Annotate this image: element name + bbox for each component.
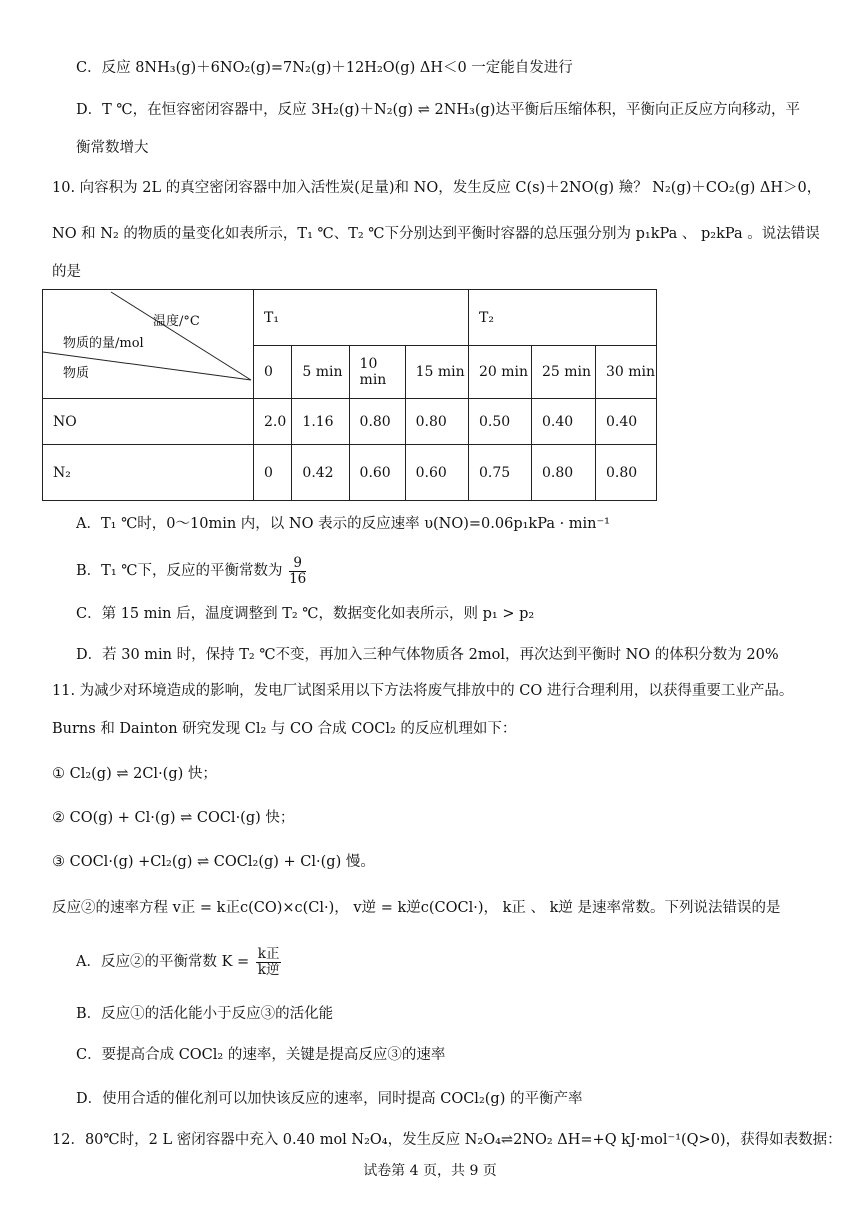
- table-cell: 2.0: [254, 399, 292, 445]
- table-cell: 0.80: [405, 399, 468, 445]
- q11-option-a-text: A．反应②的平衡常数 K =: [76, 954, 250, 970]
- table-cell: 0: [254, 445, 292, 501]
- q10-option-b-text: B．T₁ ℃下，反应的平衡常数为: [76, 563, 283, 579]
- row-label: NO: [43, 399, 254, 445]
- fraction: [256, 947, 282, 978]
- table-cell: 0.60: [349, 445, 405, 501]
- table-cell: 0.40: [596, 399, 657, 445]
- q11-step-2: ② CO(g) + Cl·(g) ⇌ COCl·(g) 快；: [52, 810, 295, 826]
- diag-label-amount: 物质的量/mol: [63, 336, 144, 351]
- header-t1: T₁: [254, 290, 469, 346]
- q10-option-a: A．T₁ ℃时，0～10min 内，以 NO 表示的反应速率 υ(NO)=0.06p₁kPa · min⁻¹: [76, 516, 610, 532]
- q10-stem-line3: 的是: [52, 264, 81, 280]
- q11-step-3: ③ COCl·(g) +Cl₂(g) ⇌ COCl₂(g) + Cl·(g) 慢。: [52, 854, 375, 870]
- table-row-n2: [43, 445, 657, 501]
- q12-stem: 12．80℃时，2 L 密闭容器中充入 0.40 mol N₂O₄，发生反应 N₂O₄⇌2NO₂ ΔH=+Q kJ·mol⁻¹(Q>0)，获得如表数据：: [52, 1132, 842, 1148]
- q11-option-a: [76, 942, 283, 982]
- diag-label-substance: 物质: [63, 366, 90, 381]
- table-cell: 0.80: [349, 399, 405, 445]
- q11-option-c: C．要提高合成 COCl₂ 的速率，关键是提高反应③的速率: [76, 1047, 446, 1063]
- table-cell: 0.50: [469, 399, 532, 445]
- q9-option-c: C．反应 8NH₃(g)＋6NO₂(g)=7N₂(g)＋12H₂O(g) ΔH＜0 一定能自发进行: [76, 60, 573, 76]
- time-cell: 25 min: [532, 346, 596, 399]
- table-cell: 0.80: [532, 445, 596, 501]
- time-cell: 0: [254, 346, 292, 399]
- table-cell: 0.80: [596, 445, 657, 501]
- page-footer: 试卷第 4 页，共 9 页: [363, 1163, 497, 1179]
- table-cell: 0.40: [532, 399, 596, 445]
- time-cell: 20 min: [469, 346, 532, 399]
- header-t2: T₂: [469, 290, 657, 346]
- q11-option-d: D．使用合适的催化剂可以加快该反应的速率，同时提高 COCl₂(g) 的平衡产率: [76, 1091, 583, 1107]
- q10-stem-line1: 10. 向容积为 2L 的真空密闭容器中加入活性炭(足量)和 NO，发生反应 C(s)＋2NO(g) 羷？ N₂(g)＋CO₂(g) ΔH＞0，: [52, 180, 822, 196]
- fraction-denominator: k逆: [257, 961, 280, 978]
- q10-option-c: C．第 15 min 后，温度调整到 T₂ ℃，数据变化如表所示，则 p₁ > p₂: [76, 606, 535, 622]
- q11-option-b: B．反应①的活化能小于反应③的活化能: [76, 1006, 334, 1022]
- q11-stem-line1: 11. 为减少对环境造成的影响，发电厂试图采用以下方法将废气排放中的 CO 进行合理利用，以获得重要工业产品。: [52, 683, 794, 699]
- q10-data-table: [42, 289, 657, 501]
- table-row-no: [43, 399, 657, 445]
- q10-stem-line2: NO 和 N₂ 的物质的量变化如表所示，T₁ ℃、T₂ ℃下分别达到平衡时容器的总压强分别为 p₁kPa 、 p₂kPa 。说法错误: [52, 226, 820, 242]
- table-cell: 1.16: [292, 399, 349, 445]
- time-cell: 15 min: [405, 346, 468, 399]
- fraction-numerator: 9: [289, 556, 306, 572]
- q9-option-d-line1: D．T ℃，在恒容密闭容器中，反应 3H₂(g)＋N₂(g) ⇌ 2NH₃(g)达平衡后压缩体积，平衡向正反应方向移动，平: [76, 102, 800, 118]
- q11-stem-line2: Burns 和 Dainton 研究发现 Cl₂ 与 CO 合成 COCl₂ 的反应机理如下：: [52, 721, 517, 737]
- diag-label-temp: 温度/°C: [153, 314, 200, 329]
- q10-option-b: [76, 551, 308, 591]
- q11-rate-equation: 反应②的速率方程 v正 = k正c(CO)×c(Cl·)， v逆 = k逆c(COCl·)， k正 、 k逆 是速率常数。下列说法错误的是: [52, 900, 781, 916]
- q10-option-d: D．若 30 min 时，保持 T₂ ℃不变，再加入三种气体物质各 2mol，再次达到平衡时 NO 的体积分数为 20%: [76, 647, 779, 663]
- table-diagonal-header: [43, 290, 254, 399]
- time-cell: 30 min: [596, 346, 657, 399]
- q11-step-1: ① Cl₂(g) ⇌ 2Cl·(g) 快；: [52, 766, 217, 782]
- fraction: [289, 556, 306, 587]
- table-cell: 0.60: [405, 445, 468, 501]
- row-label: N₂: [43, 445, 254, 501]
- time-cell: 5 min: [292, 346, 349, 399]
- fraction-denominator: 16: [289, 570, 307, 587]
- fraction-numerator: k正: [257, 945, 280, 962]
- table-cell: 0.75: [469, 445, 532, 501]
- time-cell: 10 min: [349, 346, 405, 399]
- table-cell: 0.42: [292, 445, 349, 501]
- q9-option-d-line2: 衡常数增大: [76, 140, 149, 156]
